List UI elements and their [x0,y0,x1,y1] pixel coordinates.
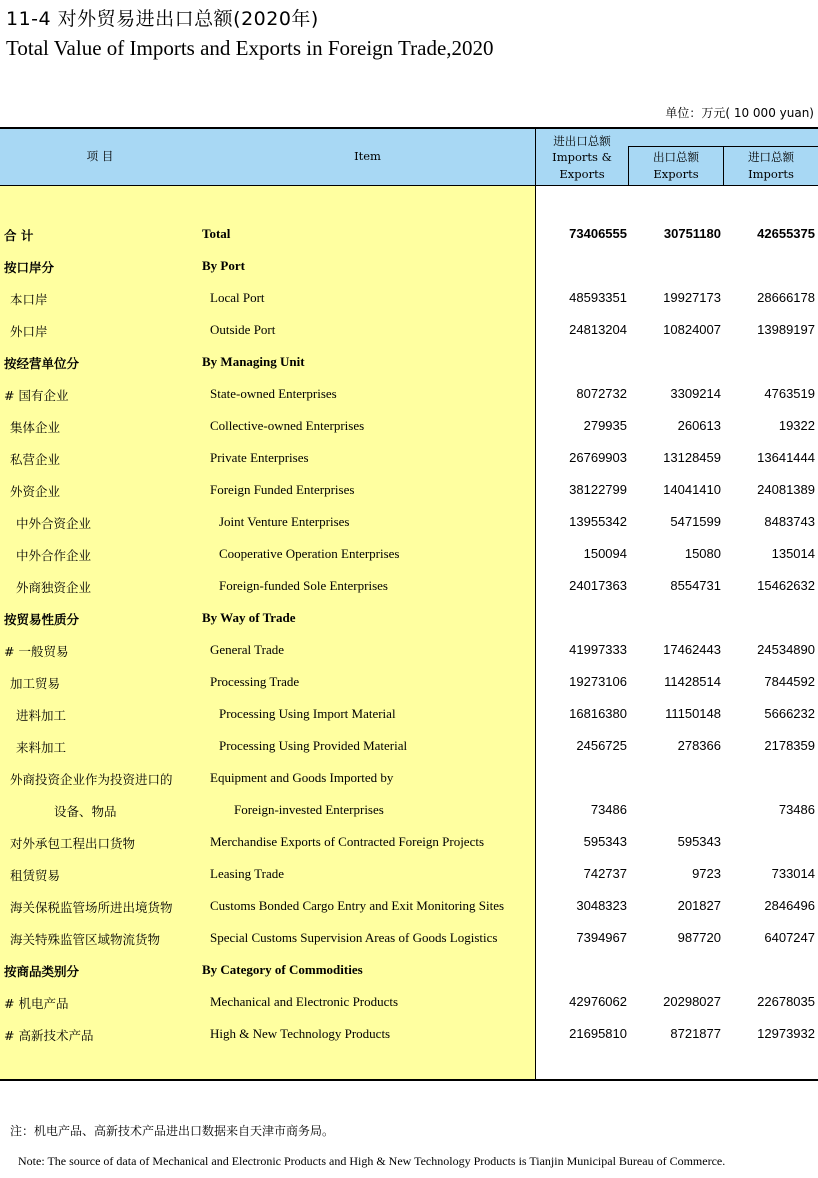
imports-value: 2846496 [764,898,815,913]
header-total-en2: Exports [559,167,605,181]
row-label-cn: # 机电产品 [4,996,69,1011]
row-label-en: Local Port [210,290,265,305]
row-label-en: By Port [202,258,245,273]
exports-value: 19927173 [663,290,721,305]
table-row [0,858,818,890]
row-label-en: Foreign-invested Enterprises [234,802,384,817]
row-label-cn: # 一般贸易 [4,644,69,659]
imports-value: 13989197 [757,322,815,337]
table-header [0,127,818,186]
row-label-cn: 外口岸 [10,324,48,339]
header-imports-cn: 进口总额 [748,150,794,164]
row-label-cn: # 高新技术产品 [4,1028,94,1043]
row-label-cn: 按口岸分 [4,260,55,275]
total-value: 41997333 [569,642,627,657]
total-value: 150094 [583,546,627,561]
row-label-en: Joint Venture Enterprises [219,514,350,529]
table-row [0,826,818,858]
exports-value: 3309214 [670,386,721,401]
imports-value: 22678035 [757,994,815,1009]
row-label-en: Private Enterprises [210,450,309,465]
row-label-cn: 外商独资企业 [16,580,92,595]
table-row [0,634,818,666]
row-label-en: Processing Using Import Material [219,706,396,721]
row-label-cn: 按商品类别分 [4,964,80,979]
total-value: 3048323 [576,898,627,913]
footnote-en: Note: The source of data of Mechanical and Electronic Products and High & New Technology Products is Tianjin Municipal Bureau of Commerce. [18,1154,726,1168]
row-label-cn: 租赁贸易 [10,868,61,883]
total-value: 13955342 [569,514,627,529]
row-label-cn: 中外合资企业 [16,516,92,531]
total-value: 21695810 [569,1026,627,1041]
row-label-en: Processing Using Provided Material [219,738,408,753]
row-label-cn: 来料加工 [16,740,67,755]
row-label-en: Foreign-funded Sole Enterprises [219,578,388,593]
row-label-en: Outside Port [210,322,276,337]
row-label-cn: 按经营单位分 [4,356,80,371]
row-label-cn: 中外合作企业 [16,548,92,563]
table-row [0,346,818,378]
header-total-en1: Imports & [552,150,612,164]
table-row [0,794,818,826]
row-label-cn: 对外承包工程出口货物 [10,836,136,851]
table-row [0,666,818,698]
total-value: 24017363 [569,578,627,593]
total-value: 73486 [590,802,627,817]
total-value: 2456725 [576,738,627,753]
table-row [0,378,818,410]
imports-value: 7844592 [764,674,815,689]
row-label-en: Total [202,226,231,241]
exports-value: 9723 [692,866,721,881]
row-label-en: Special Customs Supervision Areas of Goods Logistics [210,930,498,945]
table-bottom-border [0,1079,818,1081]
row-label-cn: 海关特殊监管区域物流货物 [10,932,161,947]
table-row [0,922,818,954]
row-label-en: Foreign Funded Enterprises [210,482,355,497]
row-label-cn: # 国有企业 [4,388,69,403]
imports-value: 42655375 [757,226,815,241]
exports-value: 278366 [677,738,721,753]
row-label-cn: 合 计 [4,228,34,243]
header-item-cn: 项 目 [86,149,114,163]
total-value: 742737 [583,866,627,881]
exports-value: 8721877 [670,1026,721,1041]
imports-value: 15462632 [757,578,815,593]
table-row [0,282,818,314]
total-value: 19273106 [569,674,627,689]
table-row [0,314,818,346]
total-value: 279935 [583,418,627,433]
imports-value: 24081389 [757,482,815,497]
exports-value: 13128459 [663,450,721,465]
exports-value: 5471599 [670,514,721,529]
row-label-en: Mechanical and Electronic Products [210,994,399,1009]
total-value: 26769903 [569,450,627,465]
total-value: 7394967 [576,930,627,945]
row-label-en: Leasing Trade [210,866,285,881]
total-value: 48593351 [569,290,627,305]
exports-value: 14041410 [663,482,721,497]
imports-value: 24534890 [757,642,815,657]
exports-value: 260613 [677,418,721,433]
row-label-cn: 按贸易性质分 [4,612,80,627]
row-label-en: Customs Bonded Cargo Entry and Exit Monitoring Sites [210,898,505,913]
exports-value: 15080 [684,546,721,561]
row-label-cn: 私营企业 [10,452,61,467]
row-label-en: State-owned Enterprises [210,386,337,401]
imports-value: 13641444 [757,450,815,465]
table-row [0,730,818,762]
header-imports-en: Imports [748,167,794,181]
table-title-cn: 11-4 对外贸易进出口总额(2020年) [6,8,319,30]
table-row [0,442,818,474]
row-label-en: Merchandise Exports of Contracted Foreign Projects [210,834,485,849]
header-total-cn: 进出口总额 [553,134,611,148]
imports-value: 8483743 [764,514,815,529]
imports-value: 5666232 [764,706,815,721]
total-value: 24813204 [569,322,627,337]
row-label-en: By Way of Trade [202,610,296,625]
exports-value: 11150148 [665,706,721,721]
table-title-en: Total Value of Imports and Exports in Foreign Trade,2020 [6,36,494,60]
exports-value: 10824007 [663,322,721,337]
row-label-cn: 海关保税监管场所进出境货物 [10,900,173,915]
row-label-cn: 进料加工 [16,708,67,723]
total-value: 38122799 [569,482,627,497]
table-row [0,218,818,250]
row-label-en: Collective-owned Enterprises [210,418,365,433]
exports-value: 8554731 [670,578,721,593]
table-row [0,890,818,922]
exports-value: 595343 [677,834,721,849]
exports-value: 20298027 [663,994,721,1009]
imports-value: 4763519 [764,386,815,401]
exports-value: 987720 [677,930,721,945]
row-label-en: General Trade [210,642,285,657]
table-row [0,538,818,570]
exports-value: 17462443 [663,642,721,657]
imports-value: 28666178 [757,290,815,305]
imports-value: 2178359 [764,738,815,753]
header-exports-cn: 出口总额 [653,150,699,164]
table-row [0,474,818,506]
exports-value: 30751180 [663,226,721,241]
row-label-cn: 本口岸 [10,292,48,307]
total-value: 73406555 [569,226,627,241]
row-label-cn: 设备、物品 [54,804,117,819]
imports-value: 6407247 [764,930,815,945]
table-row [0,986,818,1018]
total-value: 8072732 [576,386,627,401]
table-row [0,1018,818,1050]
table-row [0,506,818,538]
imports-value: 733014 [771,866,815,881]
total-value: 42976062 [569,994,627,1009]
row-label-en: Cooperative Operation Enterprises [219,546,400,561]
row-label-en: By Managing Unit [202,354,305,369]
imports-value: 135014 [771,546,815,561]
footnote-cn: 注：机电产品、高新技术产品进出口数据来自天津市商务局。 [10,1124,335,1138]
row-label-cn: 集体企业 [10,420,61,435]
table-row [0,602,818,634]
table-row [0,954,818,986]
table-row [0,250,818,282]
header-item-en: Item [354,149,381,163]
imports-value: 12973932 [757,1026,815,1041]
row-label-en: Equipment and Goods Imported by [210,770,394,785]
table-row [0,762,818,794]
row-label-en: High & New Technology Products [210,1026,391,1041]
exports-value: 201827 [677,898,721,913]
total-value: 16816380 [569,706,627,721]
row-label-cn: 加工贸易 [10,676,61,691]
table-row [0,698,818,730]
imports-value: 73486 [778,802,815,817]
row-label-en: Processing Trade [210,674,300,689]
row-label-cn: 外资企业 [10,484,61,499]
row-label-en: By Category of Commodities [202,962,363,977]
total-value: 595343 [583,834,627,849]
table-row [0,570,818,602]
unit-label: 单位：万元( 10 000 yuan) [665,106,814,120]
table-row [0,410,818,442]
exports-value: 11428514 [664,674,721,689]
row-label-cn: 外商投资企业作为投资进口的 [10,772,173,787]
imports-value: 19322 [778,418,815,433]
header-exports-en: Exports [653,167,699,181]
